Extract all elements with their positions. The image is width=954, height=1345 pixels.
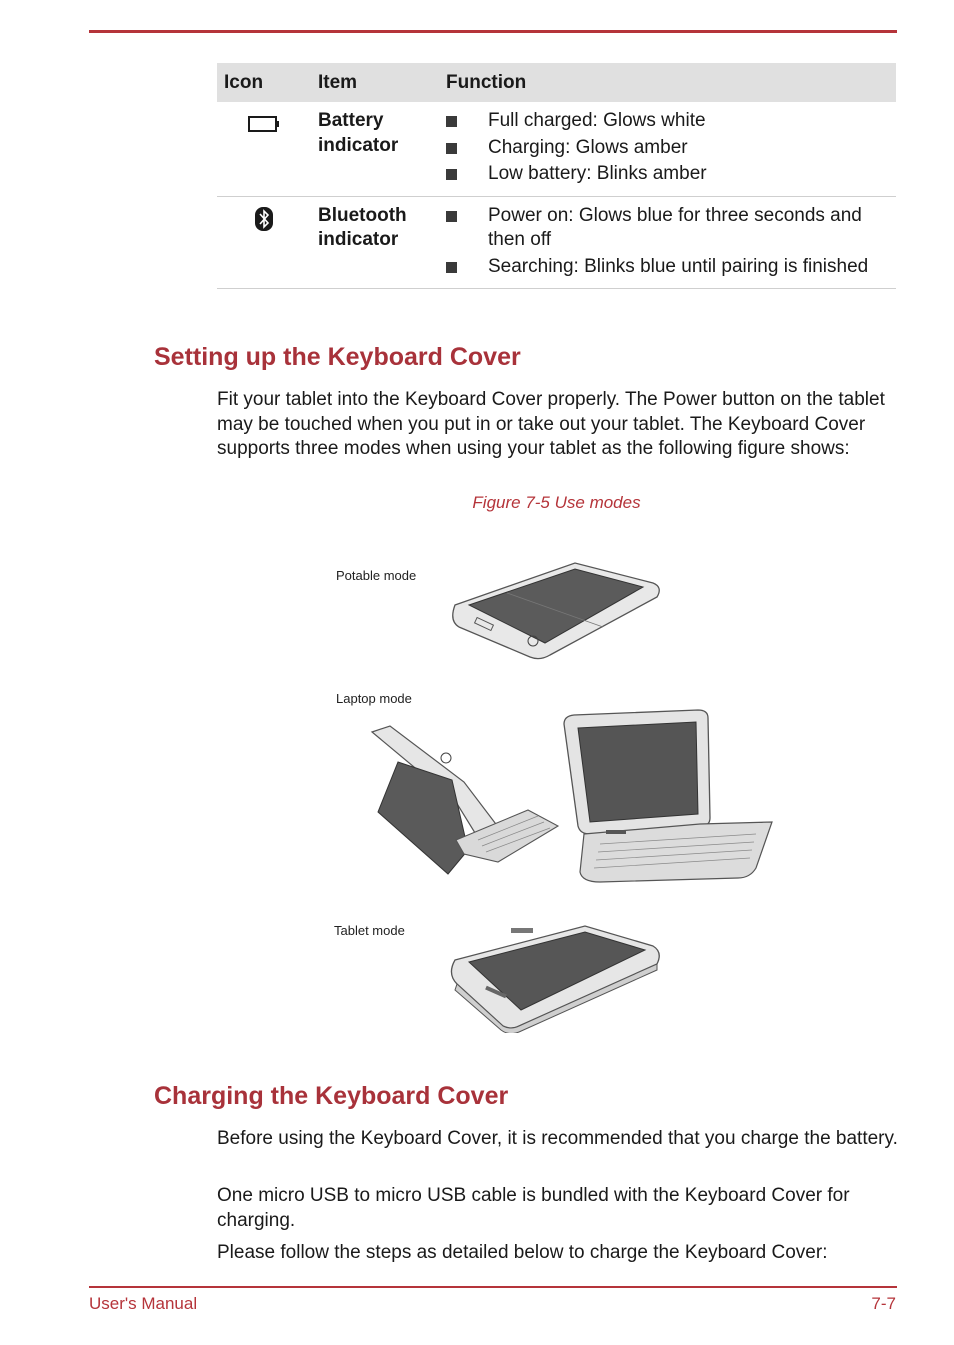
item-battery-line1: Battery bbox=[318, 110, 384, 131]
list-item: Power on: Glows blue for three seconds and then off bbox=[446, 204, 889, 253]
charging-paragraph-3: Please follow the steps as detailed below to charge the Keyboard Cover: bbox=[217, 1242, 828, 1263]
label-potable-mode: Potable mode bbox=[336, 568, 417, 583]
bluetooth-icon bbox=[255, 207, 273, 231]
setup-paragraph: Fit your tablet into the Keyboard Cover properly. The Power button on the tablet may be touched when you put in or take out your tablet. The Keyboard Cover supports three modes when using your tablet as the following figure shows: bbox=[217, 389, 885, 459]
list-item: Charging: Glows amber bbox=[446, 136, 889, 161]
table-row bbox=[217, 196, 896, 289]
battery-function-list bbox=[446, 109, 889, 187]
tablet-mode-illustration bbox=[445, 918, 665, 1033]
list-item: Searching: Blinks blue until pairing is finished bbox=[446, 255, 889, 280]
bluetooth-function-list bbox=[446, 204, 889, 280]
list-item: Low battery: Blinks amber bbox=[446, 162, 889, 187]
header-function: Function bbox=[439, 63, 896, 102]
item-battery-line2: indicator bbox=[318, 134, 399, 156]
laptop-mode-stand-illustration bbox=[368, 722, 563, 882]
footer-title: User's Manual bbox=[89, 1294, 198, 1313]
figure-caption: Figure 7-5 Use modes bbox=[472, 493, 641, 512]
label-tablet-mode: Tablet mode bbox=[334, 923, 405, 938]
table-row bbox=[217, 102, 896, 196]
charging-paragraph-2: One micro USB to micro USB cable is bundled with the Keyboard Cover for charging. bbox=[217, 1185, 850, 1231]
label-laptop-mode: Laptop mode bbox=[336, 691, 412, 706]
potable-mode-illustration bbox=[445, 555, 665, 665]
item-bluetooth-line1: Bluetooth bbox=[318, 204, 407, 226]
footer-page-number: 7-7 bbox=[871, 1294, 896, 1313]
indicator-table bbox=[217, 63, 896, 289]
battery-icon bbox=[248, 114, 280, 134]
section-heading-charging: Charging the Keyboard Cover bbox=[154, 1082, 509, 1110]
item-bluetooth-line2: indicator bbox=[318, 229, 399, 250]
header-icon: Icon bbox=[217, 63, 311, 102]
list-item: Full charged: Glows white bbox=[446, 109, 889, 134]
section-heading-setup: Setting up the Keyboard Cover bbox=[154, 343, 521, 371]
bottom-rule bbox=[89, 1286, 897, 1288]
table-header-row bbox=[217, 63, 896, 102]
header-item: Item bbox=[311, 63, 439, 102]
charging-paragraph-1: Before using the Keyboard Cover, it is recommended that you charge the battery. bbox=[217, 1128, 898, 1149]
laptop-mode-open-illustration bbox=[560, 706, 775, 886]
top-rule bbox=[89, 30, 897, 33]
